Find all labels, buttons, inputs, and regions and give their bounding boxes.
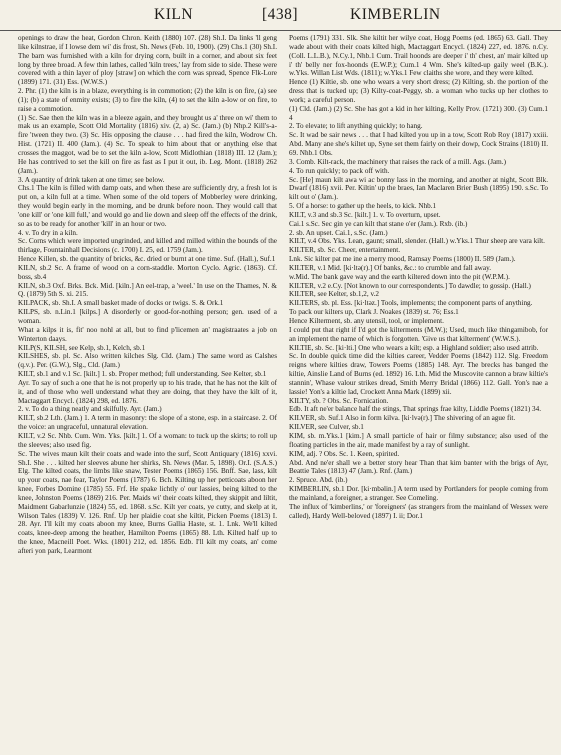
dictionary-paragraph: Hence Kilterment, sb. any utensil, tool, or implement.	[289, 317, 444, 325]
running-header	[0, 0, 561, 31]
dictionary-paragraph: KILTERS, sb. pl. Ess. [ki·ltəz.] Tools, implements; the component parts of anything.	[289, 299, 533, 308]
dictionary-paragraph: Chs.1 The kiln is filled with damp oats, and when these are sufficiently dry, a fresh lot is put on, a kiln full at a time. When some of the old topers of Mobberley were drinking, they would begin early in the morning, and be drunk before noon. They would call that 'one kill' or 'one kill full,' and would go and lie down and sleep off the effects of the drink, so as to be ready for another 'kill' in an hour or two.	[18, 184, 277, 228]
dictionary-paragraph: KILPS, sb. n.Lin.1 [kilps.] A disorderly or good-for-nothing person; gen. used of a woman.	[18, 308, 277, 325]
dictionary-paragraph: Sc. It wad be sair news . . . that I had kilted you up in a tow, Scott Rob Roy (1817) xxiii. Abd. Many ane she's kiltet up, Syne set them fairly on their dowp, Cock Strains (1810) II. 69. Nhb.1 Obs.	[289, 131, 548, 157]
dictionary-paragraph: KILT, sb.1 and v.1 Sc. [kilt.] 1. sb. Proper method; full understanding. See Kelter, sb.1	[18, 370, 267, 379]
header-headword-left: KILN	[154, 6, 194, 23]
dictionary-paragraph: Abd. And ne'er shall we a better story hear Than that kim banter with the brigs of Ayr, Beattie Tales (1813) 47 (Jam.). Rnf. (Jam.)	[289, 458, 548, 476]
dictionary-paragraph: KILTER, v.2 e.Cy. [Not known to our correspondents.] To dawdle; to gossip. (Hall.)	[289, 281, 531, 290]
dictionary-paragraph: KILT, v.2 Sc. Nhb. Cum. Wm. Yks. [kilt.] 1. Of a woman: to tuck up the skirts; to roll up the sleeves; also used fig.	[18, 431, 277, 449]
dictionary-paragraph: Poems (1791) 331. Slk. She kiltit her wilye coat, Hogg Poems (ed. 1865) 63. Gall. They wade about with their coats kilted high, Mactaggart Encycl. (1824) 227, ed. 1876. n.Cy. (Coll. L.L.B.), N.Cy.1, Nhb.1 Cum. Trail hoonds are deeper i' th' chest, an' mair kilted up i' th' belly ner fox-hoonds (E.W.P.); Cum.1 4 Wm. She's kilted-up gaily weel (B.K.). w.Yks. Willan List Wds. (1811); w.Yks.1 Few claiths she wore, and they were kilted.	[289, 34, 548, 78]
dictionary-paragraph: Lnk. Sic kilter pat me ine a merry mood, Ramsay Poems (1800) II. 589 (Jam.).	[289, 255, 516, 264]
dictionary-paragraph: 2. v. To do a thing neatly and skilfully. Ayr. (Jam.)	[18, 405, 162, 414]
left-column	[18, 34, 277, 752]
dictionary-paragraph: KIM, adj. ? Obs. Sc. 1. Keen, spirited.	[289, 449, 400, 458]
dictionary-paragraph: KILTER, see Kelter, sb.1,2, v.2	[289, 290, 380, 299]
dictionary-paragraph: (1) Sc. Sae then the kiln was in a bleeze again, and they brought us a' three on wi' them to mak us an example, Scott Old Mortality (1816) xiv. (2, a) Sc. (Jam.) (b) Nhp.2 Kill's-a-fire 'tween they two. (3) Sc. His opposing the clause . . . had fired the kiln, Wodrow Ch. Hist. (1721) II. 400 (Jam.). (4) Sc. To speak to him about that or anything else that crosses the maggot, wad be to set the kiln a-low, Scott Midlothian (1818) III. 12 (Jam.); He has contrived to set the kill on fire as fast as I put it out, ib. Leg. Mont. (1818) 262 (Jam.).	[18, 113, 277, 175]
dictionary-paragraph: Sc. [He] maun kilt awa wi ac bonny lass in the morning, and another at night, Scott Blk. Dwarf (1816) xvii. Per. Kiltin' up the braes, Ian Maclaren Brier Bush (1895) 190. s.Sc. To kilt out o' (Jam.).	[289, 175, 548, 202]
dictionary-paragraph: 2. To elevate; to lift anything quickly; to hang.	[289, 122, 423, 131]
dictionary-paragraph: KILT, v.3 and sb.3 Sc. [kilt.] 1. v. To overturn, upset.	[289, 210, 441, 219]
dictionary-paragraph: Sc. Corns which were imported ungrinded, and killed and milled within the bounds of the thirlage, Fountainhall Decisions (c. 1700) I. 25, ed. 1759 (Jam.).	[18, 237, 277, 255]
dictionary-paragraph: 2. Phr. (1) the kiln is in a blaze, everything is in commotion; (2) the kiln is on fire, (a) see (1); (b) a state of enmity exists; (3) to fire the kiln, (4) to set the kiln a-low or on fire, to raise a commotion.	[18, 87, 277, 113]
page-number: [438]	[262, 6, 299, 23]
dictionary-paragraph: KILN, sb.2 Sc. A frame of wood on a corn-staddle. Morton Cyclo. Agric. (1863). Cf. boss, sb.4	[18, 263, 277, 281]
dictionary-paragraph: KILT, sb.2 Lth. (Jam.) 1. A term in masonry: the slope of a stone, esp. in a staircase. 2. Of the voice: an ungraceful, unnatural elevation.	[18, 414, 277, 432]
dictionary-paragraph: w.Mid. The bank gave way and the earth kiltered down into the pit (W.P.M.).	[289, 272, 510, 281]
dictionary-paragraph: 2. Spruce. Abd. (ib.)	[289, 476, 348, 485]
dictionary-paragraph: The influx of 'kimberlins,' or 'foreigners' (as strangers from the mainland of Wessex were called), Hardy Well-beloved (1897) I. ii; Dor.1	[289, 502, 548, 520]
dictionary-paragraph: 5. Of a horse: to gather up the heels, to kick. Nhb.1	[289, 202, 437, 211]
dictionary-body	[18, 34, 548, 752]
header-headword-right: KIMBERLIN	[350, 6, 441, 23]
dictionary-paragraph: Cai.1 s.Sc. Sec gin ye can kilt that stane o'er (Jam.). Rxb. (ib.)	[289, 219, 468, 228]
dictionary-paragraph: Sc. The wives maun kilt their coats and wade into the surf, Scott Antiquary (1816) xxvi. Sh.I. She . . . kilted her sleeves abune her shirks, Sh. News (Mar. 5, 1898). Or.I. (S.A.S.) Elg. The kilted coats, the limbs like snaw, Tester Poems (1865) 156. Bnff. Sae, lass, kilt up your coats, nae fear, Taylor Poems (1787) 6. Bch. Kilting up her petticoats aboon her knee, Forbes Domine (1785) 55. Frf. He spake lichtly o' our lassies, being kilted to the knee, Johnston Poems (1869) 216. Per. Maids wi' their coats kilted, they skippit and liltit, Maidment Gabarlunzie (1824) 55, ed. 1868. s.Sc. Kilt yer coats, ye cutty, and skelp at it, Wilson Tales (1839) V. 126. Rnf. Up her plaidie coat she kiltit, Picken Poems (1813) I. 28. Ayr. I'll kilt my coats aboon my knee, Burns Gallia Haste, st. 1. Lnk. We'll kilted coats, knee-deep among the heather, Hamilton Poems (1865) 88. Lth. Kilted half up to the knee, Macneill Poet. Wks. (1801) 212, ed. 1856. Edb. I'll kilt my coats, an' come afteri yon park, Learmont	[18, 449, 277, 555]
dictionary-paragraph: KILP(S, KILSH, see Kelp, sb.1, Kelch, sb.1	[18, 343, 146, 352]
dictionary-paragraph: KIM, sb. m.Yks.1 [kim.] A small particle of hair or filmy substance; also used of the floating particles in the air, made manifest by a ray of sunlight.	[289, 431, 548, 449]
dictionary-paragraph: KILSHES, sb. pl. Sc. Also written kilches Slg. Cld. (Jam.) The same word as Calshes (q.v.). Per. (G.W.), Slg., Cld. (Jam.)	[18, 352, 277, 370]
dictionary-paragraph: 2. sb. An upset. Cai.1, s.Sc. (Jam.)	[289, 228, 388, 237]
dictionary-paragraph: To pack our kilters up, Clark J. Noakes (1839) st. 76; Ess.1	[289, 308, 459, 317]
dictionary-paragraph: KILN, sb.3 Oxf. Brks. Bck. Mid. [kiln.] An eel-trap, a 'weel.' In use on the Thames, N. & Q. (1879) 5th S. xi. 215.	[18, 281, 277, 299]
dictionary-paragraph: Edb. It aft ne'er balance half the stings, That springs frae kilty, Liddle Poems (1821) 34.	[289, 405, 541, 414]
dictionary-paragraph: 3. A quantity of drink taken at one time; see below.	[18, 175, 165, 184]
dictionary-paragraph: I could put that right if I'd got the kilterments (M.W.); Used, much like thingamibob, for an implement the name of which is forgotten. 'Give us that kilterment' (W.W.S.).	[289, 325, 548, 343]
dictionary-paragraph: Ayr. To say of such a one that he is not properly up to his trade, that he has not the kilt of it, and of those who well understand what they are doing, that they have the kilt of it, Mactaggart Encycl. (1824) 298, ed. 1876.	[18, 378, 277, 405]
dictionary-paragraph: KILPACK, sb. Sh.I. A small basket made of docks or twigs. S. & Ork.1	[18, 299, 224, 308]
dictionary-paragraph: KILTY, sb. ? Obs. Sc. Fornication.	[289, 396, 389, 405]
dictionary-paragraph: KILTIE, sb. Sc. [ki·lti.] One who wears a kilt; esp. a Highland soldier; also used attrib.	[289, 343, 539, 352]
dictionary-paragraph: KILT, v.4 Obs. Yks. Lean, gaunt; small, slender. (Hall.) w.Yks.1 Thur sheep are vara kilt.	[289, 237, 545, 246]
dictionary-paragraph: 3. Comb. Kilt-rack, the machinery that raises the rack of a mill. Ags. (Jam.)	[289, 157, 506, 166]
dictionary-paragraph: KILVER, sb. Suf.1 Also in form kilva. [ki·lvə(r).] The shivering of an ague fit.	[289, 414, 516, 423]
dictionary-paragraph: Sc. In double quick time did the kilties career, Vedder Poems (1842) 112. Slg. Freedom reigns where kilties draw, Towers Poems (1885) 148. Ayr. The brecks has banged the kiltie, Ainslie Land of Burns (ed. 1892) 16. Lth. Mid the Muscovite cannon a braw kiltie's stannin', Whase valour strikes dread, Smith Merry Bridal (1866) 112. Gall. Yon's nae a lassie! Yon's a kiltie lad, Crockett Anna Mark (1899) xii.	[289, 352, 548, 396]
dictionary-paragraph: KIMBERLIN, sb.1 Dor. [ki·mbəlin.] A term used by Portlanders for people coming from the mainland, a foreigner, a stranger. See Comeling.	[289, 485, 548, 502]
dictionary-paragraph: openings to draw the heat, Gordon Chron. Keith (1880) 107. (28) Sh.I. Da links 'll geng like kilnstrae, if I lowse dem wi' dis frost, Sh. News (Feb. 10, 1900). (29) Chs.1 (30) Sh.I. The barn was furnished with a kiln for drying corn, built in a corner, and about six feet long by three broad. A few thin lathes, called 'kiln trees,' lay from side to side. These were covered with a thin layer of ploy [straw] on which the corn was spread, Spence Flk-Lore (1899) 171. (31) Ess. (W.W.S.)	[18, 34, 277, 87]
dictionary-paragraph: (1) Cld. (Jam.) (2) Sc. She has got a kid in her kilting, Kelly Prov. (1721) 300. (3) Cum.1 4	[289, 104, 548, 122]
dictionary-paragraph: KILTER, sb. Sc. Cheer, entertainment.	[289, 246, 401, 255]
dictionary-paragraph: KILTER, v.1 Mid. [ki·ltə(r).] Of banks, &c.: to crumble and fall away.	[289, 263, 491, 272]
right-column	[289, 34, 548, 752]
dictionary-paragraph: Hence (1) Kiltie, sb. one who wears a very short dress; (2) Kilting, sb. the portion of the dress that is tucked up; (3) Kilty-coat-Peggy, sb. a woman who tucks up her clothes to work; a careful person.	[289, 78, 548, 104]
dictionary-paragraph: What a kilps it is, fit' noo nohl at all, but to find p'licemen an' magistraates a job on Winterton daays.	[18, 325, 277, 343]
dictionary-paragraph: 4. v. To dry in a kiln.	[18, 228, 78, 237]
dictionary-paragraph: KILVER, see Culver, sb.1	[289, 423, 364, 432]
dictionary-paragraph: Hence Killen, sb. the quantity of bricks, &c. dried or burnt at one time. Suf. (Hall.), Suf.1	[18, 255, 276, 264]
dictionary-paragraph: 4. To run quickly; to pack off with.	[289, 166, 390, 175]
